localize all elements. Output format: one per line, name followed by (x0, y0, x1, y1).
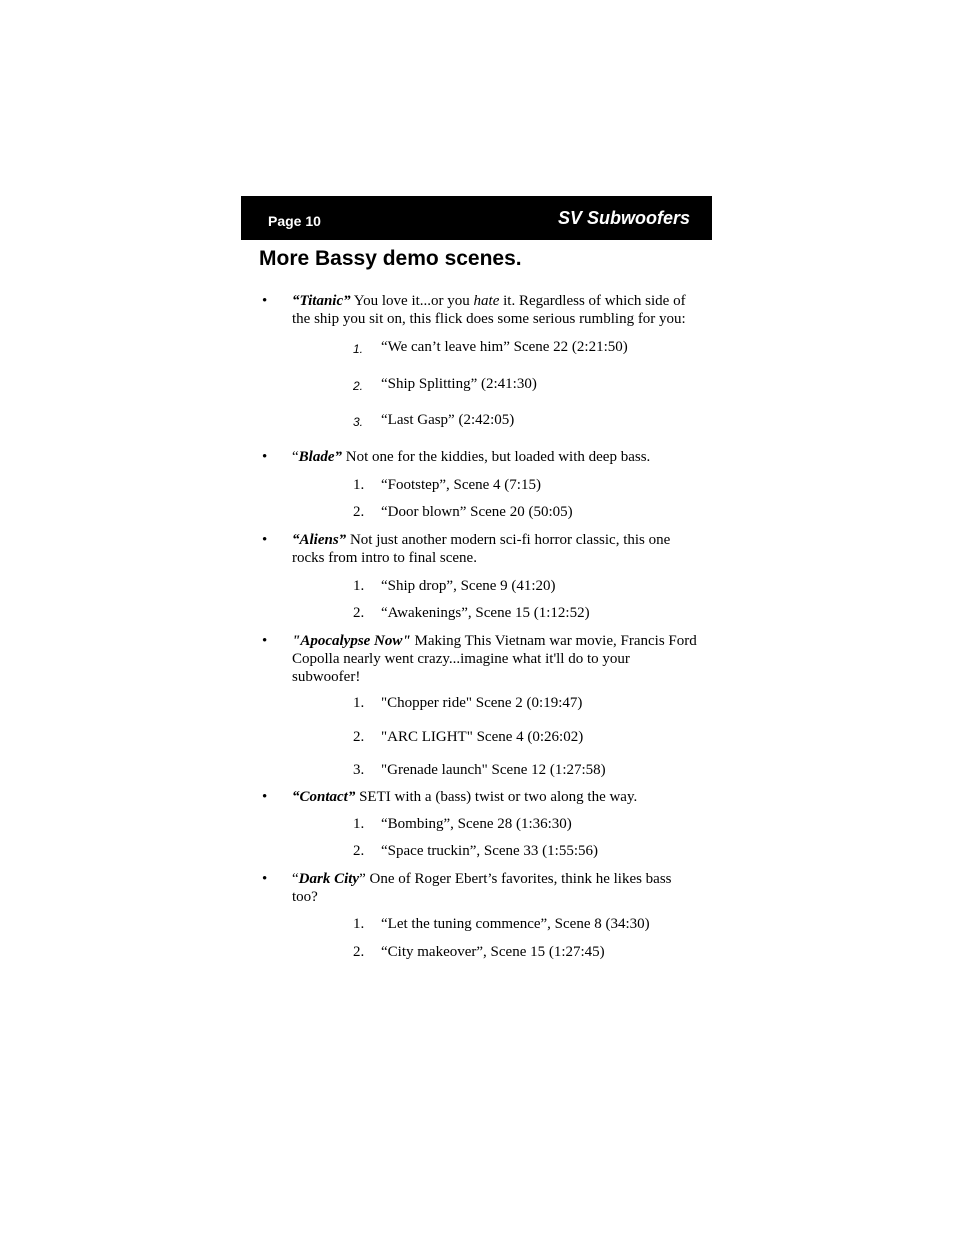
scene-number: 1. (353, 695, 365, 711)
movie-item (259, 292, 699, 429)
scene-text: “Let the tuning commence”, Scene 8 (34:30) (381, 916, 650, 932)
scene-text: "Chopper ride" Scene 2 (0:19:47) (381, 695, 583, 711)
scene-number: 1. (353, 477, 365, 493)
scene-number: 2. (353, 504, 365, 520)
description-text: Not just another modern sci-fi horror classic, this one rocks from intro to final scene. (292, 532, 671, 566)
movie-title: “Contact” (292, 789, 356, 805)
description-text: Not one for the kiddies, but loaded with deep bass. (342, 449, 651, 465)
bullet-icon: • (262, 532, 268, 548)
movie-title: “Titanic” (292, 293, 351, 309)
scene-item (292, 915, 699, 933)
scene-text: “Door blown” Scene 20 (50:05) (381, 504, 573, 520)
movie-description (292, 632, 699, 686)
scene-item (292, 577, 699, 595)
scene-number: 1. (353, 578, 365, 594)
scene-text: “Space truckin”, Scene 33 (1:55:56) (381, 843, 599, 859)
scene-text: “Ship drop”, Scene 9 (41:20) (381, 578, 556, 594)
scene-item (292, 476, 699, 494)
scene-number: 1. (353, 816, 365, 832)
scene-text: “Awakenings”, Scene 15 (1:12:52) (381, 605, 590, 621)
scene-item (292, 604, 699, 622)
scene-item (292, 503, 699, 521)
scene-item (292, 943, 699, 961)
scene-item (292, 728, 699, 746)
description-text: SETI with a (bass) twist or two along the way. (355, 789, 638, 805)
scene-list (292, 915, 699, 961)
movie-description (292, 448, 699, 466)
quote-open: “ (292, 449, 299, 465)
scene-text: “We can’t leave him” Scene 22 (2:21:50) (381, 339, 628, 355)
scene-list (292, 815, 699, 860)
scene-list (292, 577, 699, 622)
section-title: More Bassy demo scenes. (259, 247, 522, 270)
scene-text: "ARC LIGHT" Scene 4 (0:26:02) (381, 729, 584, 745)
scene-item (292, 338, 699, 356)
scene-text: “Ship Splitting” (2:41:30) (381, 376, 537, 392)
scene-list (292, 694, 699, 779)
scene-item (292, 411, 699, 429)
scene-text: “Last Gasp” (2:42:05) (381, 412, 515, 428)
scene-number: 2. (353, 843, 365, 859)
scene-number: 1. (353, 916, 365, 932)
scene-list (292, 476, 699, 521)
page-number: Page 10 (268, 213, 321, 229)
movie-title: "Apocalypse Now" (292, 633, 411, 649)
scene-item (292, 694, 699, 712)
bullet-icon: • (262, 789, 268, 805)
scene-number: 2. (353, 729, 365, 745)
scene-list (292, 338, 699, 429)
description-emphasis: hate (473, 293, 500, 309)
scene-number: 2. (353, 944, 365, 960)
scene-number: 3. (353, 415, 364, 429)
scene-number: 2. (353, 379, 364, 393)
scene-item (292, 761, 699, 779)
scene-item (292, 375, 699, 393)
movie-description (292, 531, 699, 567)
page-header (241, 196, 712, 240)
scene-number: 1. (353, 342, 364, 356)
scene-number: 2. (353, 605, 365, 621)
scene-text: “Bombing”, Scene 28 (1:36:30) (381, 816, 572, 832)
brand-title: SV Subwoofers (557, 208, 690, 228)
quote-open: “ (292, 871, 299, 887)
scene-text: “Footstep”, Scene 4 (7:15) (381, 477, 541, 493)
movie-title: Blade” (298, 449, 343, 465)
scene-item (292, 815, 699, 833)
movie-title: “Aliens” (292, 532, 347, 548)
movie-description (292, 870, 699, 906)
bullet-icon: • (262, 633, 268, 649)
description-text: You love it...or you (350, 293, 474, 309)
description-text: Making This Vietnam war movie, Francis Ford Copolla nearly went crazy...imagine what it'll do to your subwoofer! (292, 633, 697, 685)
movie-item (259, 531, 699, 622)
description-text: it. Regardless of which side of the ship you sit on, this flick does some serious rumbling for you: (292, 293, 686, 327)
description-text: ” One of Roger Ebert’s favorites, think he likes bass too? (292, 871, 672, 905)
movie-item (259, 632, 699, 779)
movie-item (259, 788, 699, 860)
scene-number: 3. (353, 762, 365, 778)
movie-description (292, 292, 699, 328)
movie-title: Dark City (298, 871, 360, 887)
scene-text: "Grenade launch" Scene 12 (1:27:58) (381, 762, 606, 778)
movie-description (292, 788, 699, 806)
scene-item (292, 842, 699, 860)
bullet-icon: • (262, 871, 268, 887)
bullet-icon: • (262, 449, 268, 465)
movie-item (259, 870, 699, 961)
bullet-icon: • (262, 293, 268, 309)
scene-text: “City makeover”, Scene 15 (1:27:45) (381, 944, 605, 960)
movie-list (259, 290, 699, 961)
movie-item (259, 448, 699, 521)
